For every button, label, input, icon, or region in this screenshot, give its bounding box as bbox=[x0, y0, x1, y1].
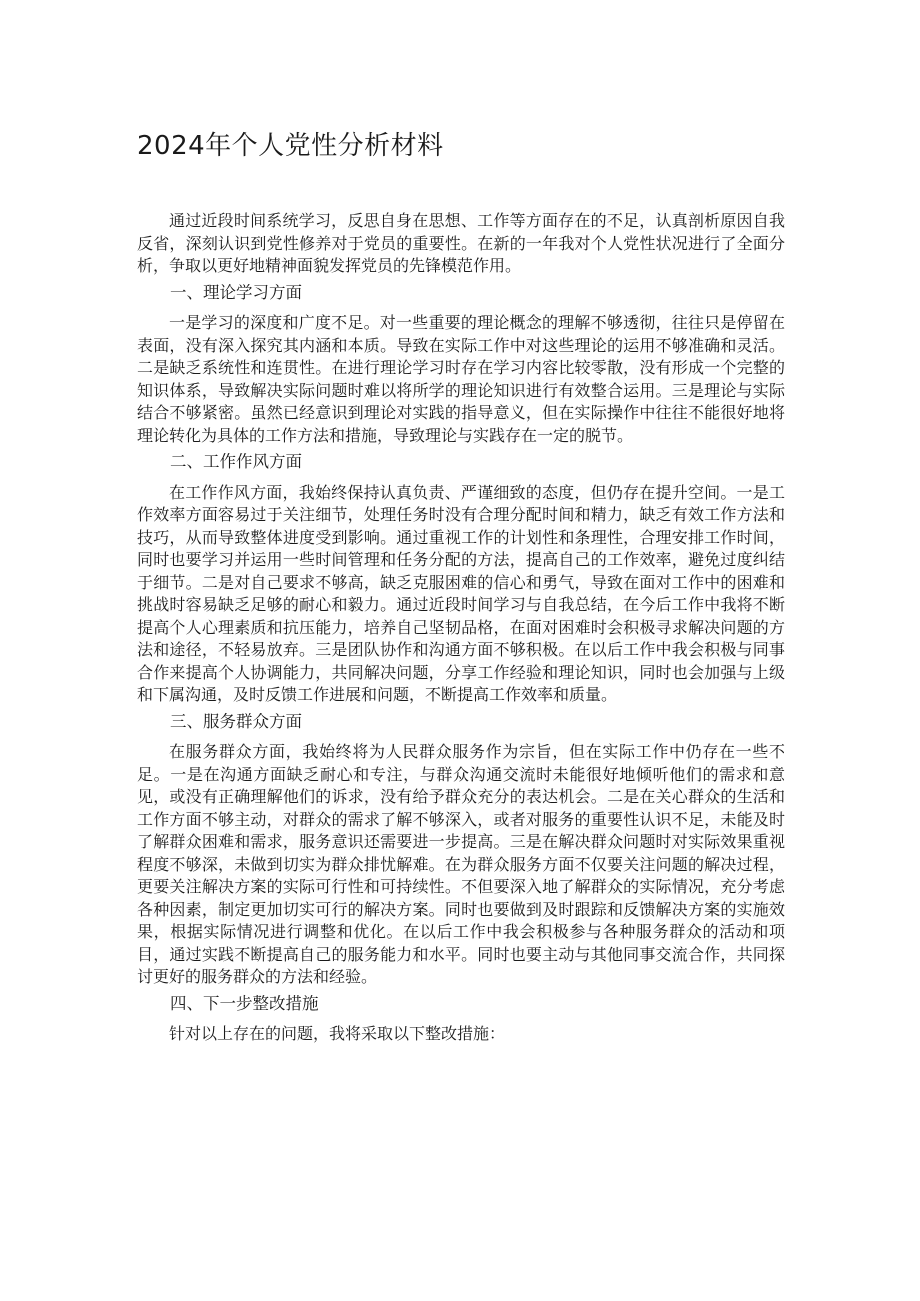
section-body-serving-masses: 在服务群众方面，我始终将为人民群众服务作为宗旨，但在实际工作中仍存在一些不足。一是在沟通方面缺乏耐心和专注，与群众沟通交流时未能很好地倾听他们的需求和意见，或没有正确理解他们的诉求，没有给予群众充分的表达机会。二是在关心群众的生活和工作方面不够主动，对群众的需求了解不够深入，或者对服务的重要性认识不足，未能及时了解群众困难和需求，服务意识还需要进一步提高。三是在解决群众问题时对实际效果重视程度不够深，未做到切实为群众排忧解难。在为群众服务方面不仅要关注问题的解决过程，更要关注解决方案的实际可行性和可持续性。不但要深入地了解群众的实际情况，充分考虑各种因素，制定更加切实可行的解决方案。同时也要做到及时跟踪和反馈解决方案的实施效果，根据实际情况进行调整和优化。在以后工作中我会积极参与各种服务群众的活动和项目，通过实践不断提高自己的服务能力和水平。同时也要主动与其他同事交流合作，共同探讨更好的服务群众的方法和经验。 bbox=[137, 742, 785, 986]
section-body-theory-study: 一是学习的深度和广度不足。对一些重要的理论概念的理解不够透彻，往往只是停留在表面，没有深入探究其内涵和本质。导致在实际工作中对这些理论的运用不够准确和灵活。二是缺乏系统性和连贯性。在进行理论学习时存在学习内容比较零散，没有形成一个完整的知识体系，导致解决实际问题时难以将所学的理论知识进行有效整合运用。三是理论与实际结合不够紧密。虽然已经意识到理论对实践的指导意义，但在实际操作中往往不能很好地将理论转化为具体的工作方法和措施，导致理论与实践存在一定的脱节。 bbox=[137, 313, 785, 445]
section-heading-serving-masses: 三、服务群众方面 bbox=[170, 711, 302, 731]
intro-paragraph: 通过近段时间系统学习，反思自身在思想、工作等方面存在的不足，认真剖析原因自我反省，深刻认识到党性修养对于党员的重要性。在新的一年我对个人党性状况进行了全面分析，争取以更好地精神面貌发挥党员的先锋模范作用。 bbox=[137, 211, 785, 275]
document-body bbox=[137, 210, 785, 1048]
section-body-work-style: 在工作作风方面，我始终保持认真负责、严谨细致的态度，但仍存在提升空间。一是工作效率方面容易过于关注细节，处理任务时没有合理分配时间和精力，缺乏有效工作方法和技巧，从而导致整体进度受到影响。通过重视工作的计划性和条理性，合理安排工作时间，同时也要学习并运用一些时间管理和任务分配的方法，提高自己的工作效率，避免过度纠结于细节。二是对自己要求不够高，缺乏克服困难的信心和勇气，导致在面对工作中的困难和挑战时容易缺乏足够的耐心和毅力。通过近段时间学习与自我总结，在今后工作中我将不断提高个人心理素质和抗压能力，培养自己坚韧品格，在面对困难时会积极寻求解决问题的方法和途径，不轻易放弃。三是团队协作和沟通方面不够积极。在以后工作中我会积极与同事合作来提高个人协调能力，共同解决问题，分享工作经验和理论知识，同时也会加强与上级和下属沟通，及时反馈工作进展和问题，不断提高工作效率和质量。 bbox=[137, 482, 785, 704]
section-heading-theory-study: 一、理论学习方面 bbox=[170, 282, 302, 302]
section-heading-work-style: 二、工作作风方面 bbox=[170, 452, 302, 471]
section-body-rectification: 针对以上存在的问题，我将采取以下整改措施： bbox=[169, 1024, 506, 1043]
document-title: 2024年个人党性分析材料 bbox=[137, 131, 444, 161]
section-heading-rectification: 四、下一步整改措施 bbox=[170, 993, 319, 1013]
